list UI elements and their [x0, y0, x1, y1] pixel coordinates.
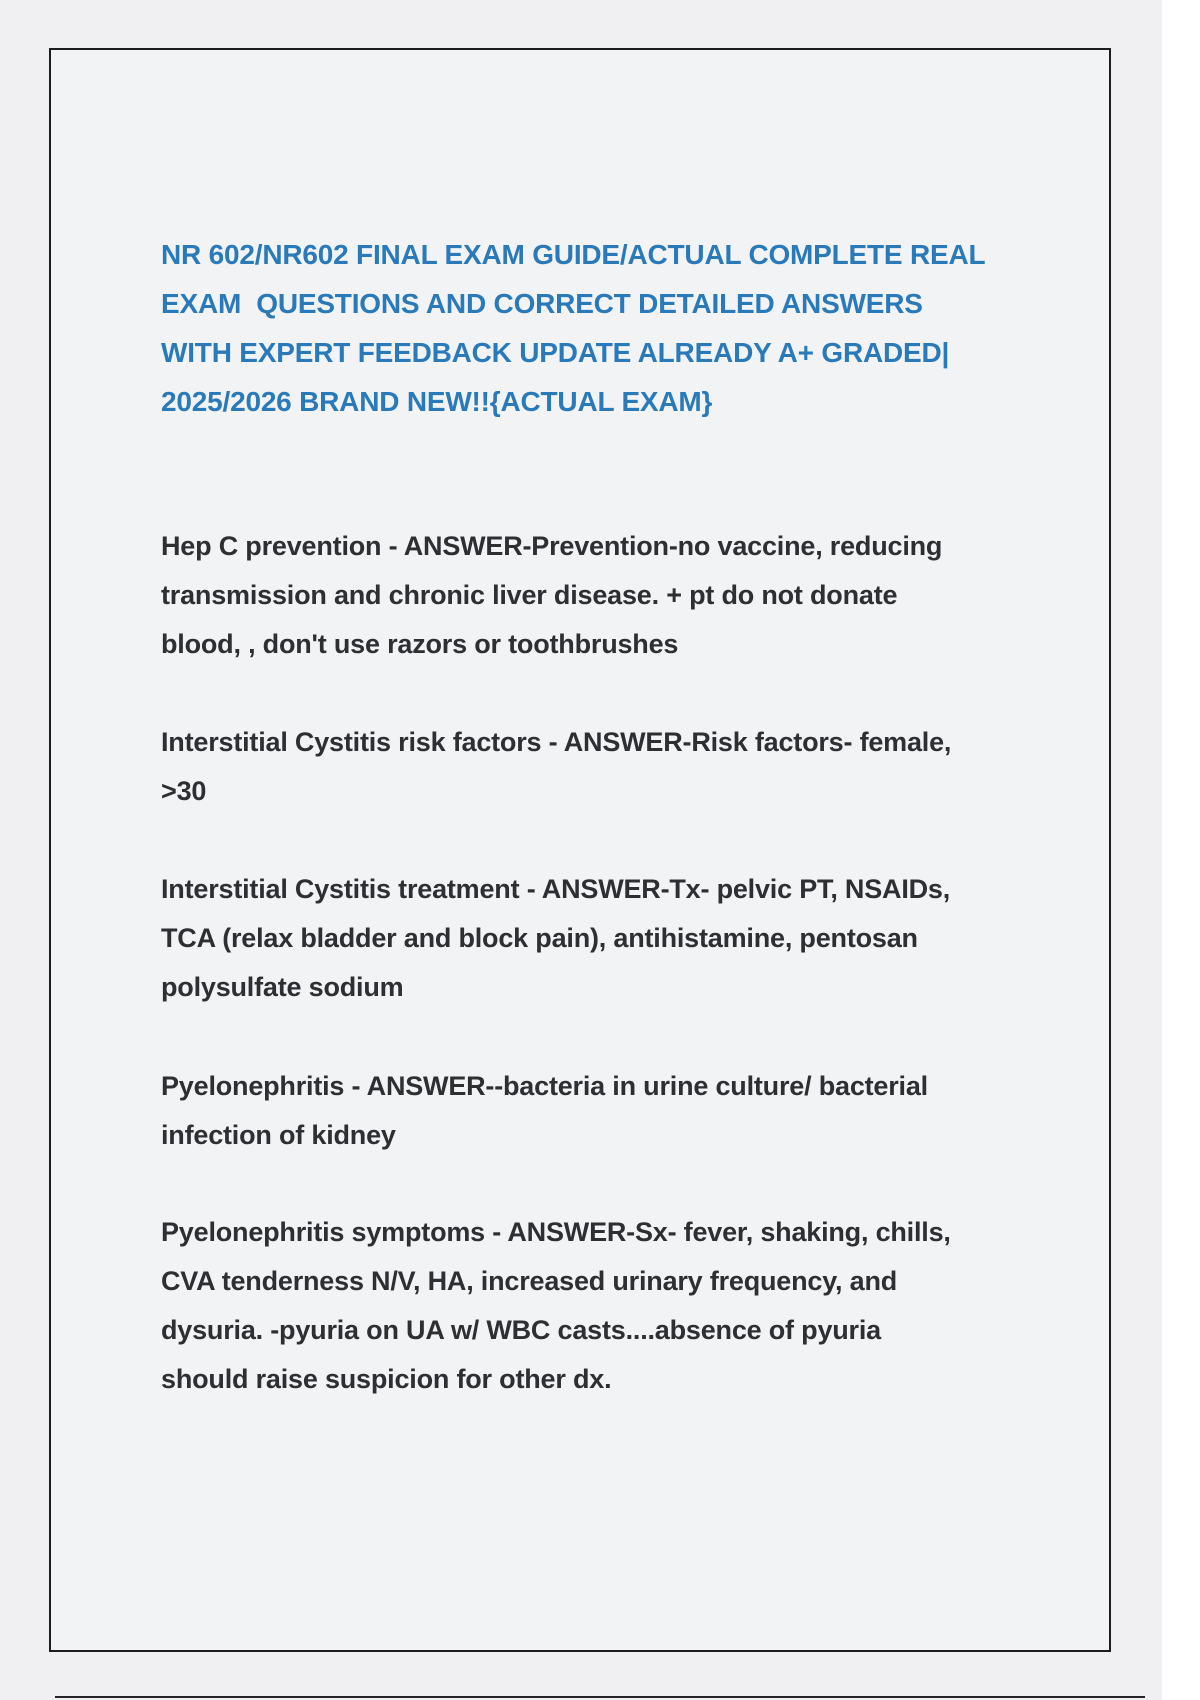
qa-line: TCA (relax bladder and block pain), antihistamine, pentosan: [161, 923, 918, 953]
qa-line: Interstitial Cystitis risk factors - ANSWER-Risk factors- female,: [161, 727, 952, 757]
qa-line: should raise suspicion for other dx.: [161, 1364, 612, 1394]
next-page-edge: [55, 1696, 1145, 1698]
qa-line: Pyelonephritis - ANSWER--bacteria in urine culture/ bacterial: [161, 1071, 928, 1101]
qa-line: blood, , don't use razors or toothbrushes: [161, 629, 679, 659]
title-line: NR 602/NR602 FINAL EXAM GUIDE/ACTUAL COMPLETE REAL: [161, 239, 986, 270]
qa-item-hep-c-prevention: [161, 522, 1061, 669]
qa-line: Hep C prevention - ANSWER-Prevention-no vaccine, reducing: [161, 531, 943, 561]
qa-line: polysulfate sodium: [161, 972, 404, 1002]
qa-item-ic-treatment: [161, 865, 1061, 1012]
qa-line: transmission and chronic liver disease. + pt do not donate: [161, 580, 898, 610]
document-title: [161, 230, 1061, 426]
qa-item-ic-risk-factors: [161, 718, 1061, 816]
qa-item-pyelonephritis: [161, 1062, 1061, 1160]
title-line: 2025/2026 BRAND NEW!!{ACTUAL EXAM}: [161, 386, 713, 417]
qa-line: infection of kidney: [161, 1120, 396, 1150]
document-page: [49, 48, 1111, 1652]
title-line: EXAM QUESTIONS AND CORRECT DETAILED ANSWERS: [161, 288, 923, 319]
qa-line: >30: [161, 776, 207, 806]
viewer-margin: [1162, 0, 1200, 1700]
qa-line: CVA tenderness N/V, HA, increased urinary frequency, and: [161, 1266, 898, 1296]
qa-line: Interstitial Cystitis treatment - ANSWER-Tx- pelvic PT, NSAIDs,: [161, 874, 951, 904]
qa-line: Pyelonephritis symptoms - ANSWER-Sx- fever, shaking, chills,: [161, 1217, 951, 1247]
title-line: WITH EXPERT FEEDBACK UPDATE ALREADY A+ GRADED|: [161, 337, 950, 368]
qa-line: dysuria. -pyuria on UA w/ WBC casts....absence of pyuria: [161, 1315, 881, 1345]
qa-item-pyelonephritis-symptoms: [161, 1208, 1061, 1404]
